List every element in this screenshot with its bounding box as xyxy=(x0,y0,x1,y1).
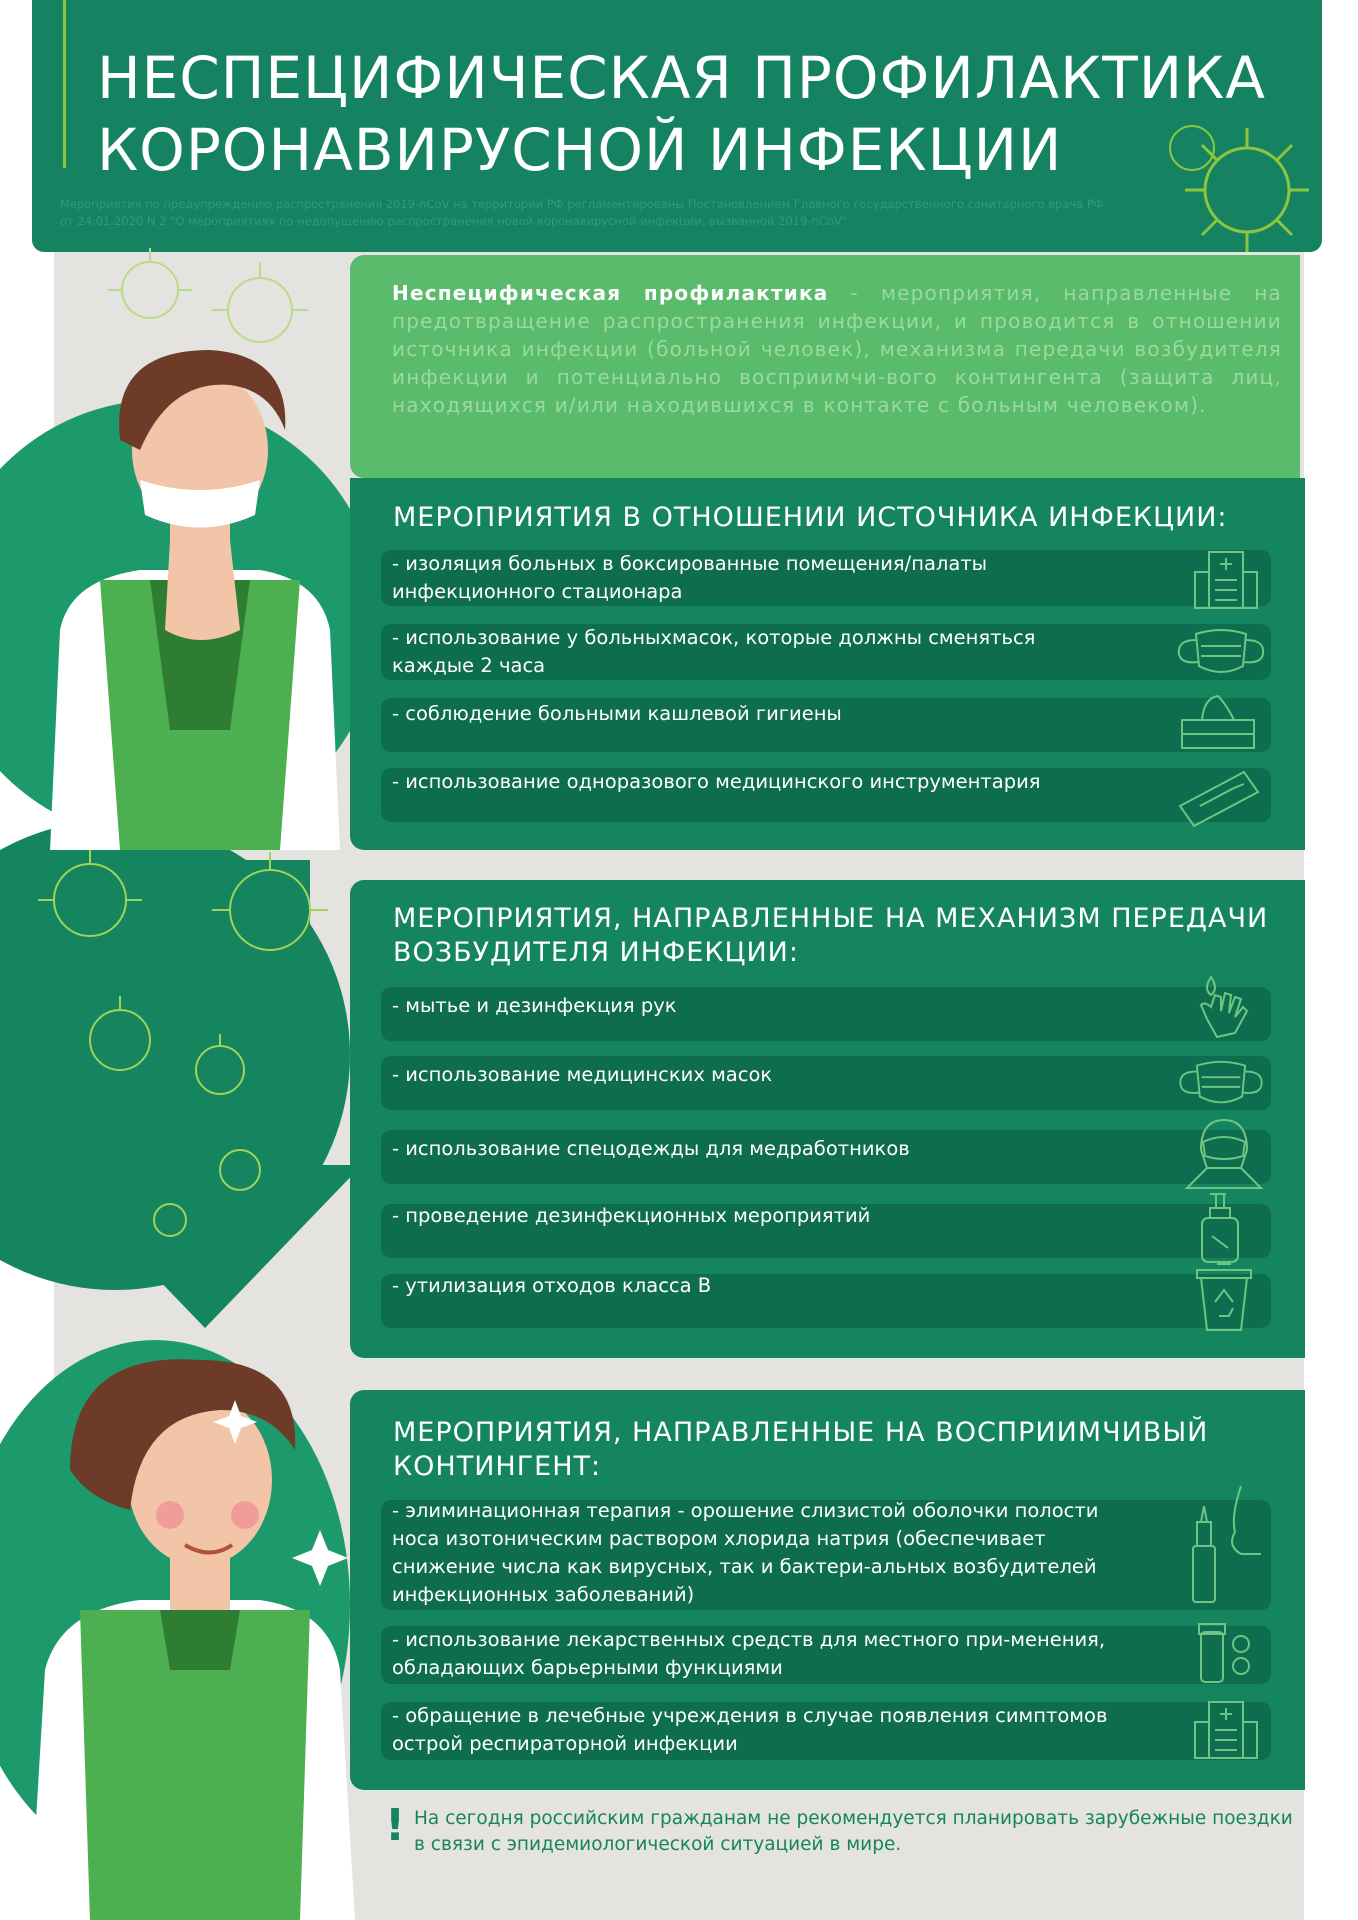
list-item xyxy=(381,987,1271,1041)
list-item-text: - обращение в лечебные учреждения в случае появления симптомов острой респираторной инфекции xyxy=(392,1704,1108,1755)
exclamation-icon: ! xyxy=(385,1800,406,1851)
section-title: МЕРОПРИЯТИЯ, НАПРАВЛЕННЫЕ НА ВОСПРИИМЧИВЫЙ КОНТИНГЕНТ: xyxy=(393,1417,1209,1482)
nasal-spray-icon xyxy=(1171,1476,1271,1606)
intro-box xyxy=(350,255,1300,478)
list-item xyxy=(381,698,1271,752)
tissue-box-icon xyxy=(1176,690,1260,754)
section-title: МЕРОПРИЯТИЯ В ОТНОШЕНИИ ИСТОЧНИКА ИНФЕКЦИИ: xyxy=(393,502,1228,533)
syringe-icon xyxy=(1174,762,1264,828)
header-banner xyxy=(32,0,1322,252)
section-transmission-mechanism xyxy=(350,880,1305,1358)
list-item xyxy=(381,1204,1271,1258)
section-source-of-infection xyxy=(350,478,1305,850)
regulation-note: Мероприятия по предупреждению распространения 2019-nCoV на территории РФ регламентированы Постановлением Главного государственного санитарного врача РФ от 24.01.2020 N 2 "О мероприятиях по недопущению распространения новой коронавирусной инфекции, вызванной 2019-nCoV" xyxy=(60,197,1104,228)
list-item xyxy=(381,1500,1271,1610)
footer-text: На сегодня российским гражданам не рекомендуется планировать зарубежные поездки в связи с эпидемиологической ситуацией в мире. xyxy=(414,1808,1293,1855)
coughing-person-illustration xyxy=(30,330,360,850)
list-item xyxy=(381,550,1271,606)
intro-definition: - мероприятия, направленные на предотвращение распространения инфекции, и проводится в отношении источника инфекции (больной человек), механизма передачи возбудителя инфекции и потенциально восприимчи-вого контингента (защита лиц, находящихся и/или находившихся в контакте с больным человеком). xyxy=(392,281,1282,417)
hospital-icon xyxy=(1191,542,1261,612)
page-title: НЕСПЕЦИФИЧЕСКАЯ ПРОФИЛАКТИКА КОРОНАВИРУСНОЙ ИНФЕКЦИИ xyxy=(97,44,1266,184)
list-item-text: - элиминационная терапия - орошение слизистой оболочки полости носа изотоническим раствором хлорида натрия (обеспечивает снижение числа как вирусных, так и бактери-альных возбудителей инфекционных заболеваний) xyxy=(392,1499,1099,1606)
sanitizer-bottle-icon xyxy=(1196,1188,1246,1264)
list-item xyxy=(381,1274,1271,1328)
intro-text xyxy=(392,279,1282,419)
list-item-text: - проведение дезинфекционных мероприятий xyxy=(392,1204,871,1227)
virus-icon xyxy=(20,840,350,1280)
list-item xyxy=(381,1702,1271,1760)
list-item xyxy=(381,1626,1271,1684)
list-item-text: - использование у больныхмасок, которые должны сменяться каждые 2 часа xyxy=(392,626,1036,677)
list-item-text: - утилизация отходов класса В xyxy=(392,1274,712,1297)
list-item xyxy=(381,768,1271,822)
mask-icon xyxy=(1171,624,1271,680)
glove-icon xyxy=(1191,975,1257,1045)
list-item xyxy=(381,624,1271,680)
list-item xyxy=(381,1056,1271,1110)
mask-icon xyxy=(1171,1056,1271,1110)
recycle-bin-icon xyxy=(1191,1262,1257,1332)
list-item-text: - использование медицинских масок xyxy=(392,1063,773,1086)
list-item-text: - соблюдение больными кашлевой гигиены xyxy=(392,702,842,725)
hospital-icon xyxy=(1191,1692,1261,1762)
smiling-person-illustration xyxy=(20,1340,360,1920)
section-susceptible-contingent xyxy=(350,1390,1305,1790)
pills-icon xyxy=(1191,1618,1261,1688)
list-item-text: - использование одноразового медицинского инструментария xyxy=(392,770,1041,793)
list-item xyxy=(381,1130,1271,1184)
virus-icon xyxy=(1152,100,1322,252)
list-item-text: - использование спецодежды для медработников xyxy=(392,1137,910,1160)
protective-suit-icon xyxy=(1181,1116,1267,1190)
header-accent-line xyxy=(63,0,66,168)
section-title: МЕРОПРИЯТИЯ, НАПРАВЛЕННЫЕ НА МЕХАНИЗМ ПЕРЕДАЧИ ВОЗБУДИТЕЛЯ ИНФЕКЦИИ: xyxy=(393,903,1269,968)
intro-term: Неспецифическая профилактика xyxy=(392,281,829,305)
list-item-text: - мытье и дезинфекция рук xyxy=(392,994,677,1017)
list-item-text: - использование лекарственных средств для местного при-менения, обладающих барьерными функциями xyxy=(392,1628,1106,1679)
list-item-text: - изоляция больных в боксированные помещения/палаты инфекционного стационара xyxy=(392,552,988,603)
